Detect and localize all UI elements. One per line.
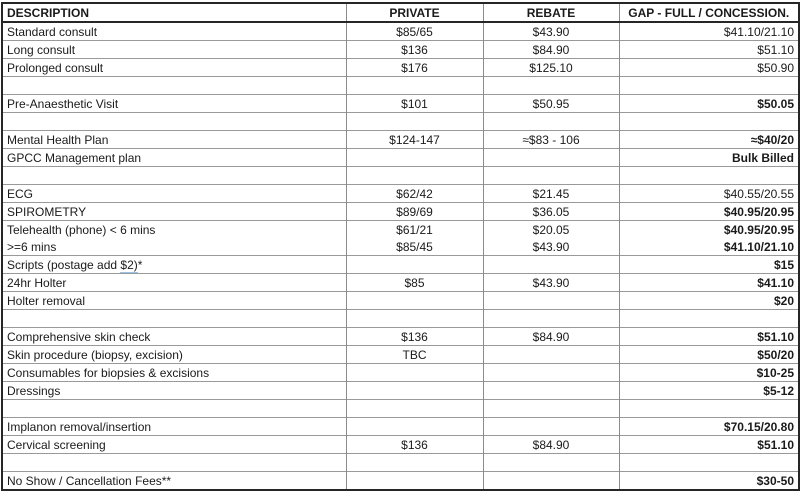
column-header-description: DESCRIPTION: [2, 3, 346, 22]
gap-cell: $51.10: [619, 328, 799, 346]
rebate-cell: [483, 472, 619, 491]
gap-cell: [619, 167, 799, 185]
gap-cell: $40.55/20.55: [619, 185, 799, 203]
rebate-cell: [483, 364, 619, 382]
description-cell: Implanon removal/insertion: [2, 418, 346, 436]
private-cell: [346, 454, 483, 472]
description-cell: Long consult: [2, 41, 346, 59]
gap-cell: $70.15/20.80: [619, 418, 799, 436]
rebate-cell: [483, 292, 619, 310]
table-row: [2, 256, 799, 274]
rebate-cell: [483, 454, 619, 472]
gap-cell: $40.95/20.95: [619, 203, 799, 221]
private-cell: [346, 113, 483, 131]
gap-cell: $41.10/21.10: [619, 22, 799, 41]
rebate-cell: [483, 346, 619, 364]
private-cell: $89/69: [346, 203, 483, 221]
rebate-cell: [483, 418, 619, 436]
private-cell: $101: [346, 95, 483, 113]
description-cell: ECG: [2, 185, 346, 203]
table-row: [2, 149, 799, 167]
gap-cell: [619, 310, 799, 328]
table-row: [2, 95, 799, 113]
underlined-text: $2): [120, 257, 138, 272]
private-cell: $176: [346, 59, 483, 77]
rebate-cell: [483, 77, 619, 95]
gap-cell: $50/20: [619, 346, 799, 364]
private-cell: $124-147: [346, 131, 483, 149]
table-row: [2, 185, 799, 203]
table-row: [2, 346, 799, 364]
description-cell: 24hr Holter: [2, 274, 346, 292]
gap-cell: [619, 113, 799, 131]
description-cell: Prolonged consult: [2, 59, 346, 77]
rebate-cell: [483, 113, 619, 131]
fee-table-body: [2, 22, 799, 490]
rebate-cell: [483, 167, 619, 185]
spacer-row: [2, 77, 799, 95]
table-row: [2, 436, 799, 454]
rebate-cell: $43.90: [483, 22, 619, 41]
fee-table: [1, 2, 800, 491]
table-row: [2, 221, 799, 239]
gap-cell: $51.10: [619, 436, 799, 454]
rebate-cell: $125.10: [483, 59, 619, 77]
description-cell: Consumables for biopsies & excisions: [2, 364, 346, 382]
private-cell: [346, 310, 483, 328]
description-cell: Holter removal: [2, 292, 346, 310]
spacer-row: [2, 310, 799, 328]
table-row: [2, 238, 799, 256]
gap-cell: [619, 454, 799, 472]
description-cell: SPIROMETRY: [2, 203, 346, 221]
description-cell: [2, 400, 346, 418]
private-cell: $136: [346, 436, 483, 454]
private-cell: [346, 472, 483, 491]
gap-cell: [619, 400, 799, 418]
private-cell: [346, 77, 483, 95]
text-segment: *: [137, 257, 143, 272]
spacer-row: [2, 454, 799, 472]
table-row: [2, 22, 799, 41]
rebate-cell: [483, 400, 619, 418]
gap-cell: Bulk Billed: [619, 149, 799, 167]
rebate-cell: $36.05: [483, 203, 619, 221]
gap-cell: [619, 77, 799, 95]
table-row: [2, 292, 799, 310]
private-cell: $136: [346, 328, 483, 346]
description-cell: [2, 454, 346, 472]
fee-table-header: [2, 3, 799, 22]
private-cell: $136: [346, 41, 483, 59]
gap-cell: $40.95/20.95: [619, 221, 799, 239]
description-cell: GPCC Management plan: [2, 149, 346, 167]
description-cell: Cervical screening: [2, 436, 346, 454]
rebate-cell: $20.05: [483, 221, 619, 239]
spacer-row: [2, 113, 799, 131]
table-row: [2, 59, 799, 77]
rebate-cell: $84.90: [483, 328, 619, 346]
rebate-cell: [483, 149, 619, 167]
private-cell: TBC: [346, 346, 483, 364]
private-cell: [346, 167, 483, 185]
table-row: [2, 382, 799, 400]
table-row: [2, 364, 799, 382]
description-cell: [2, 310, 346, 328]
gap-cell: $20: [619, 292, 799, 310]
private-cell: [346, 364, 483, 382]
rebate-cell: $84.90: [483, 41, 619, 59]
rebate-cell: [483, 310, 619, 328]
gap-cell: $51.10: [619, 41, 799, 59]
private-cell: $61/21: [346, 221, 483, 239]
column-header-private: PRIVATE: [346, 3, 483, 22]
table-row: [2, 472, 799, 491]
private-cell: $85: [346, 274, 483, 292]
gap-cell: $30-50: [619, 472, 799, 491]
description-cell: Skin procedure (biopsy, excision): [2, 346, 346, 364]
private-cell: $85/65: [346, 22, 483, 41]
description-cell: Standard consult: [7, 24, 98, 39]
gap-cell: $50.90: [619, 59, 799, 77]
rebate-cell: $43.90: [483, 274, 619, 292]
private-cell: [346, 292, 483, 310]
table-row: [2, 41, 799, 59]
private-cell: [346, 382, 483, 400]
private-cell: [346, 400, 483, 418]
rebate-cell: [483, 382, 619, 400]
table-row: [2, 328, 799, 346]
description-cell: Dressings: [2, 382, 346, 400]
gap-cell: $41.10: [619, 274, 799, 292]
description-cell: [2, 113, 346, 131]
private-cell: [346, 149, 483, 167]
description-cell: No Show / Cancellation Fees**: [2, 472, 346, 491]
rebate-cell: [483, 256, 619, 274]
spacer-row: [2, 400, 799, 418]
rebate-cell: $84.90: [483, 436, 619, 454]
gap-cell: $50.05: [619, 95, 799, 113]
description-cell: [2, 77, 346, 95]
gap-cell: $41.10/21.10: [619, 238, 799, 256]
rebate-cell: $50.95: [483, 95, 619, 113]
gap-cell: $15: [619, 256, 799, 274]
table-row: [2, 131, 799, 149]
rebate-cell: $21.45: [483, 185, 619, 203]
description-cell: Comprehensive skin check: [2, 328, 346, 346]
private-cell: $62/42: [346, 185, 483, 203]
private-cell: $85/45: [346, 238, 483, 256]
header-row: [2, 3, 799, 22]
table-row: [2, 203, 799, 221]
rebate-cell: ≈$83 - 106: [483, 131, 619, 149]
table-row: [2, 418, 799, 436]
description-cell: Pre-Anaesthetic Visit: [2, 95, 346, 113]
description-cell: [2, 167, 346, 185]
description-cell: [2, 256, 346, 274]
gap-cell: ≈$40/20: [619, 131, 799, 149]
description-cell: >=6 mins: [7, 239, 57, 254]
gap-cell: $5-12: [619, 382, 799, 400]
private-cell: [346, 256, 483, 274]
rebate-cell: $43.90: [483, 238, 619, 256]
table-row: [2, 274, 799, 292]
spacer-row: [2, 167, 799, 185]
description-cell: Mental Health Plan: [2, 131, 346, 149]
description-cell: Telehealth (phone) < 6 mins: [2, 221, 346, 239]
text-segment: Scripts (postage add: [7, 257, 121, 272]
private-cell: [346, 418, 483, 436]
column-header-gap: GAP - FULL / CONCESSION.: [619, 3, 799, 22]
column-header-rebate: REBATE: [483, 3, 619, 22]
gap-cell: $10-25: [619, 364, 799, 382]
